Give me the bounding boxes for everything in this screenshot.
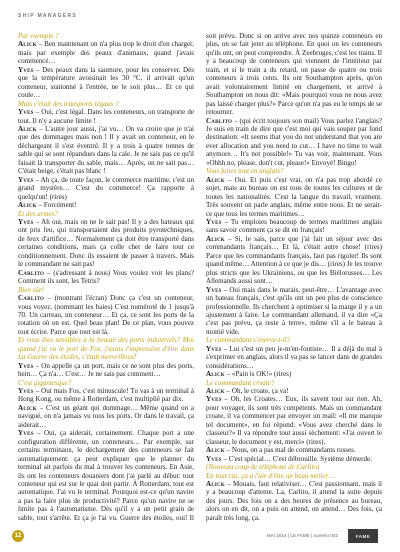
speaker-line: [206, 370, 382, 378]
speaker-line: [206, 235, 382, 286]
speaker-name: Carlito: [206, 116, 233, 125]
speaker-name: Alick: [206, 387, 225, 396]
speech-text: – Mouais, faut relativiser… C'est passionnant, mais il y a beaucoup d'attente. La, Carlito, il attend la suite depuis des jours. Des fois on a des heures de présence au bureau, alors on en dit, on a puis on attend, on attend… Des fois, ça paraît très long, ça.: [206, 480, 382, 522]
speech-text: – Oui. Et puis c'est vrai, on n'a pas trop abordé ce sujet, mais au bureau on est tous de toutes les cultures et de toutes les nationalités. C'est la langue du travail, vraiment. Très souvent on parle anglais, même entre nous. Et ne serait-ce que tous les termes maritimes…: [206, 175, 382, 218]
speech-text: – Forcément!: [38, 201, 77, 210]
magazine-logo: FAME: [348, 529, 378, 543]
speaker-line: [18, 108, 194, 125]
speaker-line: [18, 176, 194, 201]
speaker-line: [206, 345, 382, 370]
speaker-line: [18, 362, 194, 379]
speech-text: – Oui mais dans le marais, peut-être… L'avantage avec un bateau français, c'est qu'ils ont un peu plus de conscience professionnelle. Ils cherchent à optimiser si la marge il y a un ajustement à faire. Le commandant allemand, il va dire «Ça c'est pas prévu, ça reste à terre», même s'il a le bateau à moitié vide.: [206, 285, 382, 336]
speaker-name: Yves: [18, 429, 34, 438]
speech-text: soit prévu. Donc si on arrive avec nos quinze conteneurs en plus, on se fait jeter au téléphone. En quoi on les conteneurs qu'ils ont, on peut comprendre. À Zeebruges, c'est les trains. Il y a beaucoup de conteneurs qui viennent de l'intérieur par train, et si le train a du retard, on passe de quatre ou trois conteneurs à trois cents. Ils ont Southampton après, qu'on avait volontairement limité en chargement, et arrivé à Southampton on nous dit: «Mais pourquoi vous ne nous avez pas laissé charger plus?» Parce qu'on n'a pas eu le temps de se retourner.: [206, 32, 382, 117]
speech-text: – Nous, on a pas mal de commandants russes.: [226, 446, 356, 455]
speaker-name: Alick: [206, 480, 225, 489]
interview-question: Et des armes?: [18, 209, 58, 218]
speaker-line: [206, 176, 382, 218]
speaker-line: [18, 40, 194, 65]
page-footer: [0, 522, 400, 552]
speech-text: – Oui, c'est légal. Dans les conteneurs, on transporte de tout. Il n'y a aucune limite !: [18, 108, 194, 125]
speaker-name: Yves: [206, 217, 222, 226]
speech-text: – L'autre jour aussi, j'ai vu… On va croire que je n'ai que des dommages mais non ! Il y avait un conteneur, en le déchargeant il s'est éventré. Il y a trois à quatre tonnes de sable qui se sont répandues dans la cale. Je ne sais pas ce qu'il faisait là transporter du sable, mais… Après, on ne sait pas… C'était beige, c'était pas blanc !: [18, 124, 194, 176]
speaker-name: Alick: [206, 370, 225, 379]
speaker-line: [206, 455, 382, 463]
speech-text: – Ben maintenant on n'a plus trop le droit d'en charger, mais par exemple des peaux d'animaux, quand j'avais commencé…: [18, 40, 194, 66]
speaker-line: [206, 395, 382, 446]
section-header: SHIP MANAGERS: [18, 13, 78, 19]
continuation-text: [206, 32, 382, 117]
interview-question: Par exemple ?: [18, 32, 59, 40]
speaker-name: Alick: [206, 446, 225, 455]
speaker-name: Yves: [18, 175, 34, 184]
interview-question: Et vous êtes sensibles à la beauté des ports industriels? Moi quand j'ai vu le port de Fos, j'avais l'impression d'être dans La Guerre des étoiles, c'était merveilleux!: [18, 336, 194, 362]
speaker-name: Alick: [18, 124, 37, 133]
interview-question: Le commandant croate?: [206, 378, 275, 387]
speaker-name: Yves: [18, 217, 34, 226]
speaker-line: [18, 201, 194, 209]
speaker-name: Alick: [18, 403, 37, 412]
speaker-name: Yves: [206, 454, 222, 463]
speaker-name: Yves: [18, 65, 34, 74]
speech-text: – Ah oui, mais on ne le sait pas! Il y a des bateaux qui ont pris feu, qui transportaient des produits pyrotechniques, de feux d'artifice… Normalement ça doit être transporté dans certaines conditions, mais ça colle cher de faire tout ce conditionnement. Donc ils essaient de passer à travers. Mais le commandant ne sait pas!: [18, 217, 194, 269]
speaker-line: [18, 66, 194, 100]
speech-text: – «Pain is OK!» (rires): [226, 370, 292, 379]
interview-question: Vous faites tout en anglais?: [206, 167, 284, 176]
speaker-line: [18, 387, 194, 404]
column-left: [18, 32, 194, 522]
issue-info: MAI 2014 | LE FAME | numéro 002: [266, 533, 338, 538]
interview-question: Bien sûr!: [18, 285, 45, 294]
speech-text: – Oh, les Croates… Eux, ils savent tout sur rien. Ah, pour voyager, ils sont très compétents. Mais un commandant croate, il va commencer par envoyer un mail: «Il me manque tel document», en foi répond: «Vous avez cherché dans le classeur?» Il va répondre tout aussi sèchement: «J'ai ouvert le classeur, le document y est, merci» (rires).: [206, 395, 382, 446]
speech-text: – Des peaux dans la saumure, pour les conserver. Dès que la température avoisinait les 30 °C, il arrivait qu'un conteneur, stationné à l'entrée, ne le soit plus… Et ce qui coule…: [18, 65, 194, 100]
speech-text: – (montrant l'écran) Donc ça c'est un conteneur, vous voyez. (nommant les baies) C'est numéroté de 1 jusqu'à 70. Un carreau, un conteneur… Et ça, ce sont les ports de la rotation où on est. Quel beau plan! De ce plan, vous pouvez tout écrire. Parce que tout est là.: [18, 294, 194, 336]
speaker-name: Yves: [18, 361, 34, 370]
speaker-name: Yves: [206, 285, 222, 294]
speaker-name: Alick: [206, 175, 225, 184]
speech-text: – Oh, le croate, ça va!: [226, 387, 289, 396]
speaker-line: [206, 117, 382, 168]
interview-question: Mais c'était des transports légaux ?: [18, 99, 119, 108]
interview-question: C'est gigantesque?: [18, 378, 72, 387]
speaker-name: Yves: [206, 395, 222, 404]
speaker-name: Alick: [18, 201, 37, 210]
speaker-line: [18, 429, 194, 522]
speech-text: – On appelle ça un port, mais ce ne sont plus des ports, hein… Ça n'a… C'est… Je ne sais pas comment…: [18, 361, 194, 379]
speech-text: – Ah ça, de toute façon, le commerce maritime, c'est un grand mystère… C'est du commerce! Ça rapporte à quelqu'un! (rires): [18, 175, 194, 201]
speech-text: – (qui écrit toujours son mail) Vous parlez l'anglais? Je suis en train de dire que c'est moi qui vais souper par fond destination: «It seems that you do not understand that you are ever allocation and you need to cut… I have no time to wait anymore… It's not possible!» Tu vas voir, maintenant. Vous «Ohhh no, please, don't cut, please!» Envoyé! Bingo!: [206, 116, 382, 167]
speaker-name: Yves: [18, 387, 34, 396]
speech-text: – C'est un géant qui dommage… Même quand on a navigué, on n'a jamais vu tous les ports. Or dans le travail, ça aiderait…: [18, 403, 194, 429]
speech-text: – Lui c'est un peu je-m'en-foutiste… Il a déjà du mal à s'exprimer en anglais, alors il va pas se lancer dans de grandes considérations…: [206, 344, 382, 370]
speaker-line: [18, 294, 194, 336]
article-columns: [18, 32, 382, 522]
speaker-line: [206, 480, 382, 522]
speaker-line: [18, 125, 194, 176]
speaker-line: [206, 286, 382, 337]
speech-text: – Oui, ça aiderait, certainement. Chaque port a une configuration différente, un conteneurs… Par exemple, sur certains terminaux, le déchargement des conteneurs se fait automatiquement: ça peut expliquer que le planner du terminal ait parfois du mal à trouver les conteneurs. En Asie, ils ont les conteneurs douaniers dont j'ai parlé au début: tout conteneur qui est sur le quai doit partir. À Rotterdam, tout est automatique. J'ai vu le terminal. Pourquoi est-ce qu'un navire a pas la faire plus de productivité? Parce qu'un navire ne se limite pas à l'automatisme. Dès qu'il y a un petit grain de sable, tout s'arrête. Et ça je l'ai vu. Guerre des étoiles, oui! Il: [18, 429, 194, 522]
speech-text: – Si, le sais, parce que j'ai fait un séjour avec des commandants français… Et là, c'était autre chose! (rires) Parce que les commandants français, faut pas rigoler! Ils sont quand même… Attention à ce que je dis… (rires) Je les trouve plus stricts que les Ukrainiens, ou que les Biélorusses… Les Allemands aussi sont…: [206, 234, 382, 286]
speaker-name: Yves: [206, 344, 222, 353]
interview-question: En tout cas, ça a l'air d'être un beau métier…: [206, 471, 335, 480]
speaker-line: [18, 404, 194, 429]
speaker-line: [206, 218, 382, 235]
speech-text: – Tu emploies beaucoup de termes maritimes anglais sans savoir comment ça se dit en français!: [206, 217, 382, 235]
speaker-line: [206, 446, 382, 454]
speaker-line: [18, 218, 194, 269]
speech-text: – (s'adressant à nous) Vous voulez voir les plans? Comment ils sont, les Tetris?: [18, 268, 194, 286]
column-right: [206, 32, 382, 522]
speaker-line: [18, 269, 194, 286]
speaker-name: Carlito: [18, 294, 45, 303]
interview-question: Le commandant s'énerve-t-il?: [206, 336, 291, 345]
interview-question: (Nouveau coup de téléphone de Carlito): [206, 463, 320, 472]
speaker-line: [206, 387, 382, 395]
speech-text: – Oui mais Fos, c'est minuscule! Tu vas à un terminal à Hong Kong, ou même à Rotterdam, c'est multiplié par dix.: [18, 387, 194, 404]
speaker-name: Alick: [18, 40, 37, 49]
page-number: 12: [12, 530, 24, 542]
speaker-name: Yves: [18, 108, 34, 117]
speaker-name: Alick: [206, 234, 225, 243]
speech-text: – C'est spécial… C'est débrouille. Système démerde.: [223, 454, 372, 463]
speaker-name: Carlito: [18, 268, 45, 277]
